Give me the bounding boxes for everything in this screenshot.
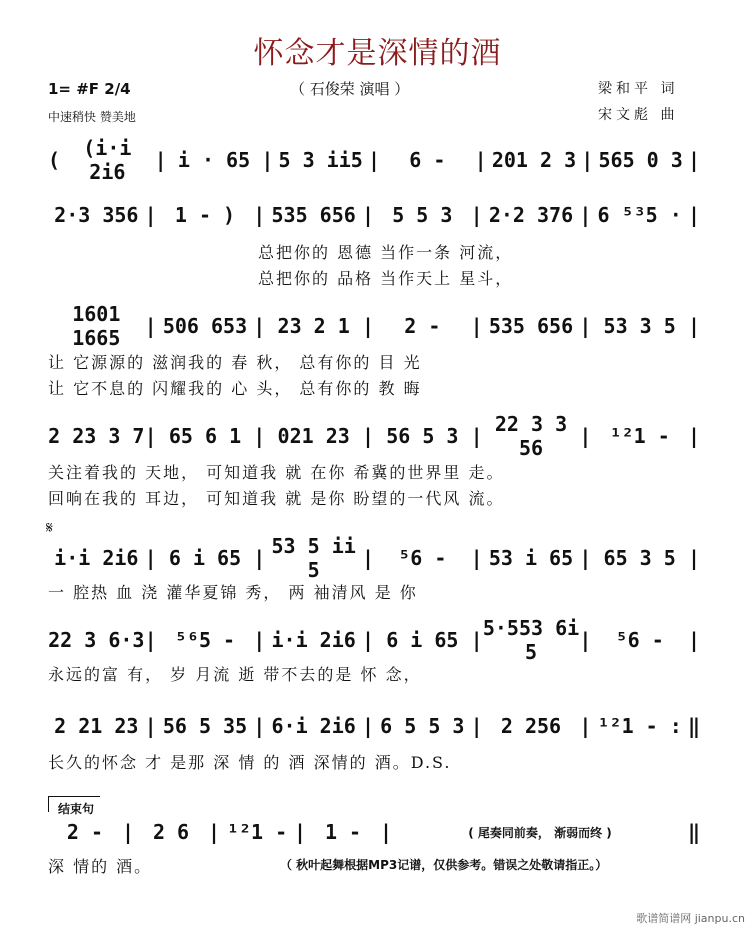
measure: 2 256 bbox=[500, 714, 562, 738]
ending-bracket bbox=[48, 796, 100, 797]
barline: | bbox=[687, 424, 701, 448]
lyric-line: 一 腔热 血 浇 灌华夏锦 秀， 两 袖清风 是 你 bbox=[48, 583, 418, 602]
measure: 22 3 3 56 bbox=[494, 412, 568, 460]
measure: 565 0 3 bbox=[598, 148, 683, 172]
song-title: 怀念才是深情的酒 bbox=[253, 36, 502, 71]
transcription-note: （ 秋叶起舞根据MP3记谱，仅供参考。错误之处敬请指正。） bbox=[280, 858, 608, 872]
measure: 2 6 bbox=[152, 820, 190, 844]
lyric-verse-1: 关注着我的 天地， 可知道我 就 在你 希冀的世界里 走。 bbox=[48, 463, 505, 482]
score-line-4: 2 23 3 7 | 65 6 1 | 021 23 | 56 5 3 | 22 3 3 56 | ¹²1 - | bbox=[48, 412, 701, 460]
barline: | bbox=[687, 546, 701, 570]
lyric-verse-2: 回响在我的 耳边， 可知道我 就 是你 盼望的一代风 流。 bbox=[48, 489, 505, 508]
measure: 021 23 bbox=[277, 424, 350, 448]
measure: 2·3 356 bbox=[54, 203, 139, 227]
measure: 2 21 23 bbox=[54, 714, 139, 738]
score-line-5: i·i 2i6 | 6 i 65 | 53 5 ii 5 | ⁵6 - | 53 i 65 | 65 3 5 | bbox=[48, 540, 700, 576]
lyric-line: 深 情的 酒。 bbox=[48, 857, 153, 876]
lyric-verse-1: 总把你的 恩德 当作一条 河流， bbox=[258, 243, 514, 262]
measure: 53 5 ii 5 bbox=[271, 534, 356, 582]
measure: 23 2 1 bbox=[277, 314, 350, 338]
key-signature: 1= #F 2/4 bbox=[48, 80, 131, 98]
score-line-3: 1601 1665 | 506 653 | 23 2 1 | 2 - | 535 656 | 53 3 5 | bbox=[48, 308, 700, 344]
lyric-line: 长久的怀念 才 是那 深 情 的 酒 深情的 酒。D.S. bbox=[48, 753, 452, 772]
measure: 5 5 3 bbox=[392, 203, 453, 227]
measure: 2 23 3 7 bbox=[48, 424, 145, 448]
measure: 1 - ) bbox=[174, 203, 236, 227]
measure: 56 5 3 bbox=[386, 424, 459, 448]
measure: 6 i 65 bbox=[386, 628, 459, 652]
final-barline: ‖ bbox=[687, 820, 700, 844]
measure: 5·553 6i 5 bbox=[482, 616, 580, 664]
measure: ¹²1 - : bbox=[597, 714, 682, 738]
measure: 535 656 bbox=[271, 203, 356, 227]
measure: ¹²1 - bbox=[609, 424, 670, 448]
measure: 6 5 5 3 bbox=[380, 714, 465, 738]
outro-instruction: ( 尾奏同前奏， 渐弱而终 ) bbox=[468, 825, 612, 840]
segno-icon: 𝄋 bbox=[46, 518, 53, 537]
measure: i·i 2i6 bbox=[54, 546, 139, 570]
barline: | bbox=[687, 314, 701, 338]
measure: 53 i 65 bbox=[488, 546, 574, 570]
measure: 53 3 5 bbox=[603, 314, 676, 338]
measure: (i·i 2i6 bbox=[83, 136, 132, 184]
measure: ⁵⁶5 - bbox=[174, 628, 236, 652]
measure: 65 6 1 bbox=[168, 424, 242, 448]
ending-bracket bbox=[48, 796, 49, 812]
measure: 6 i 65 bbox=[168, 546, 242, 570]
measure: 6·i 2i6 bbox=[271, 714, 356, 738]
barline: | bbox=[687, 628, 701, 652]
lyric-verse-2: 让 它不息的 闪耀我的 心 头， 总有你的 教 晦 bbox=[48, 379, 422, 398]
barline: | bbox=[687, 148, 700, 172]
composer-credit: 宋文彪 曲 bbox=[598, 107, 679, 123]
lyric-verse-1: 让 它源源的 滋润我的 春 秋， 总有你的 目 光 bbox=[48, 353, 422, 372]
measure: 535 656 bbox=[488, 314, 574, 338]
ending-label: 结束句 bbox=[58, 802, 95, 816]
lyricist-credit: 梁和平 词 bbox=[598, 81, 679, 97]
score-line-7: 2 21 23 | 56 5 35 | 6·i 2i6 | 6 5 5 3 | 2 256 | ¹²1 - : ‖ bbox=[48, 708, 700, 744]
measure: 1 - bbox=[324, 820, 362, 844]
measure: 2 - bbox=[66, 820, 104, 844]
measure: 22 3 6·3 bbox=[48, 628, 145, 652]
measure: 201 2 3 bbox=[491, 148, 577, 172]
measure: 65 3 5 bbox=[603, 546, 676, 570]
barline: ( bbox=[48, 148, 61, 172]
measure: 2·2 376 bbox=[488, 203, 574, 227]
score-line-1: ( (i·i 2i6 | i · 65 | 5 3 ii5 | 6 - | 201 2 3 | 565 0 3 | bbox=[48, 136, 700, 184]
measure: 5 3 ii5 bbox=[278, 148, 363, 172]
score-line-2: 2·3 356 | 1 - ) | 535 656 | 5 5 3 | 2·2 376 | 6 ⁵³5 · | bbox=[48, 197, 700, 233]
measure: 6 ⁵³5 · bbox=[597, 203, 682, 227]
singer-credit: （ 石俊荣 演唱 ） bbox=[290, 80, 410, 98]
score-line-8: 2 - | 2 6 | ¹²1 - | 1 - | ( 尾奏同前奏， 渐弱而终 ) ‖ bbox=[48, 814, 700, 850]
tempo-marking: 中速稍快 赞美地 bbox=[48, 110, 136, 124]
score-line-6: 22 3 6·3 | ⁵⁶5 - | i·i 2i6 | 6 i 65 | 5·553 6i 5 | ⁵6 - | bbox=[48, 616, 701, 664]
measure: 2 - bbox=[404, 314, 441, 338]
lyric-line: 永远的富 有， 岁 月流 逝 带不去的是 怀 念， bbox=[48, 665, 422, 684]
measure: ¹²1 - bbox=[226, 820, 288, 844]
barline: | bbox=[687, 203, 701, 227]
measure: 506 653 bbox=[162, 314, 248, 338]
watermark: 歌谱简谱网 jianpu.cn bbox=[636, 912, 745, 925]
final-barline: ‖ bbox=[687, 714, 701, 738]
measure: i · 65 bbox=[177, 148, 251, 172]
measure: i·i 2i6 bbox=[271, 628, 356, 652]
measure: ⁵6 - bbox=[615, 628, 664, 652]
measure: 56 5 35 bbox=[162, 714, 248, 738]
measure: 1601 1665 bbox=[72, 302, 121, 350]
measure: ⁵6 - bbox=[398, 546, 447, 570]
measure: 6 - bbox=[409, 148, 446, 172]
lyric-verse-2: 总把你的 品格 当作天上 星斗， bbox=[258, 269, 514, 288]
